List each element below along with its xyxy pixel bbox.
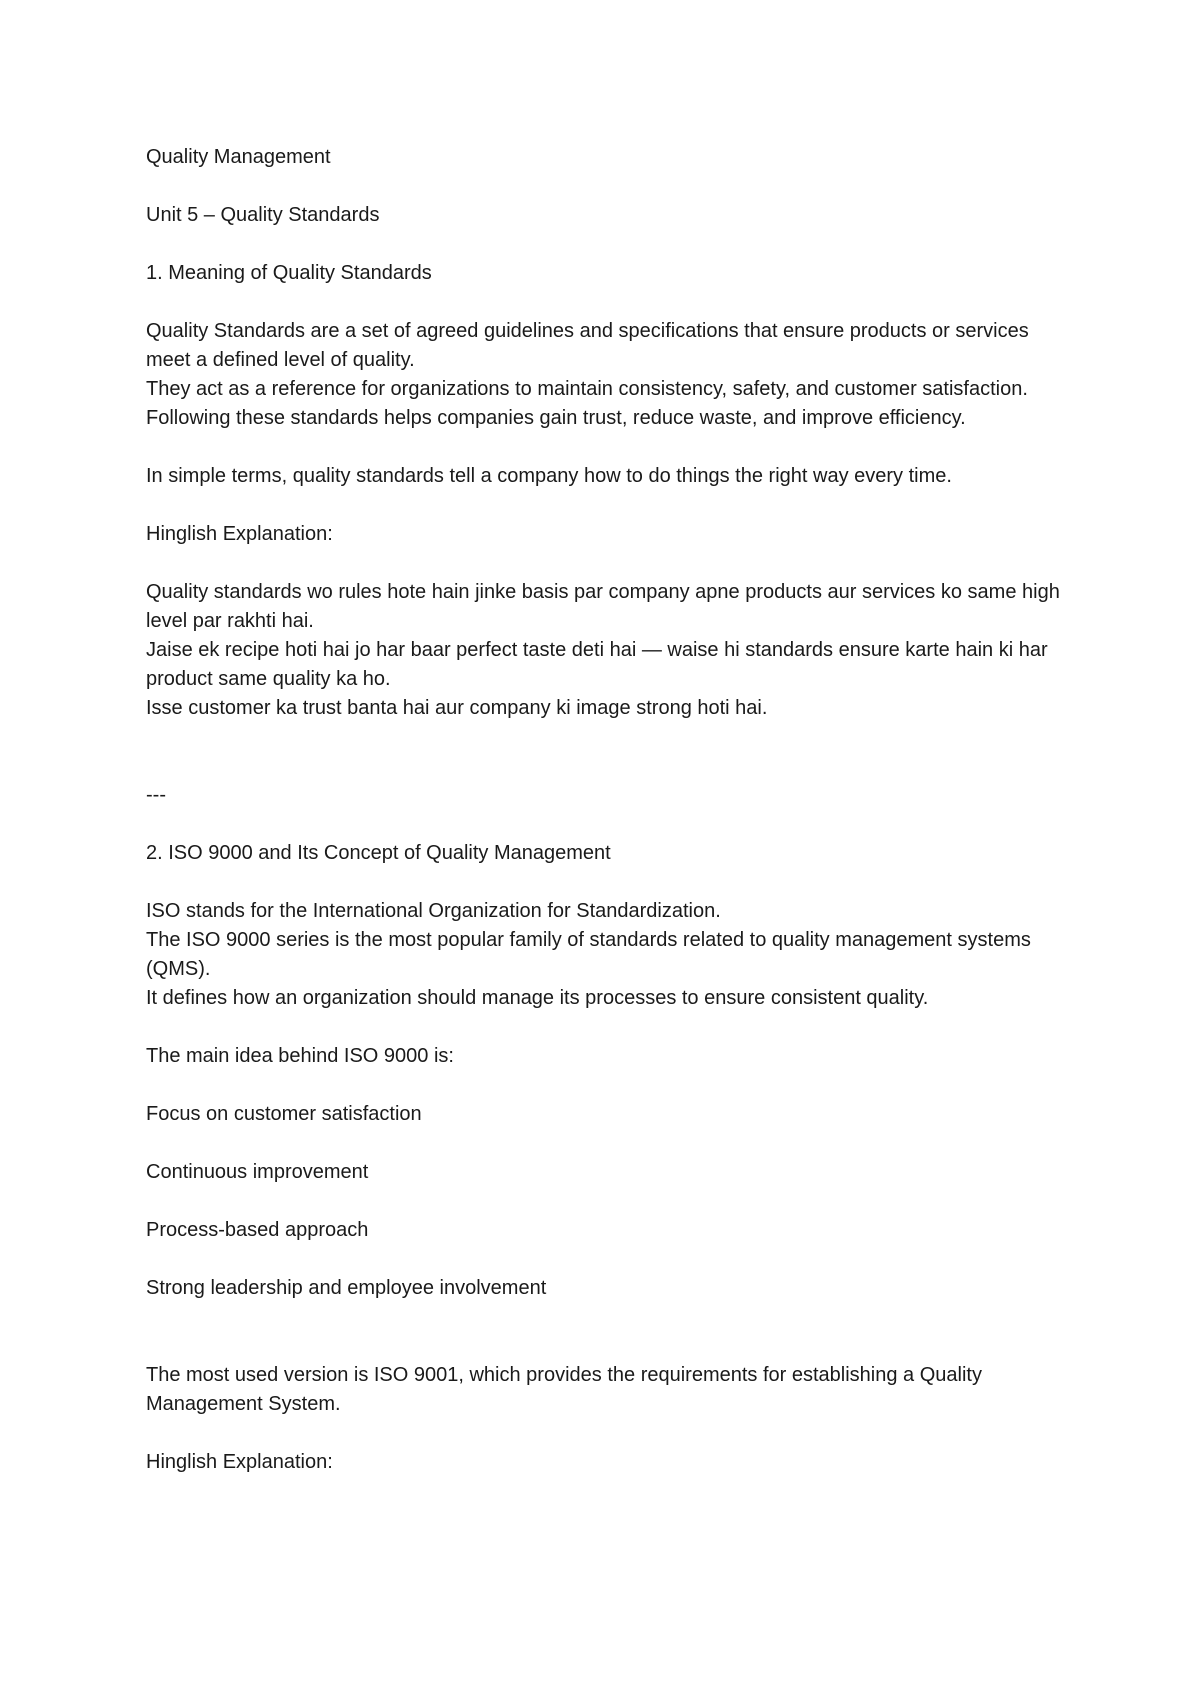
document-title: Quality Management <box>146 146 331 168</box>
hinglish-line-3: Isse customer ka trust banta hai aur company ki image strong hoti hai. <box>146 697 768 719</box>
section-1-hinglish-label: Hinglish Explanation: <box>146 523 333 545</box>
section-1-line-2: They act as a reference for organizations to maintain consistency, safety, and customer satisfaction. <box>146 378 1028 400</box>
section-2-line-1: ISO stands for the International Organization for Standardization. <box>146 900 721 922</box>
section-1-hinglish-paragraph <box>146 578 1076 723</box>
hinglish-line-2: Jaise ek recipe hoti hai jo har baar perfect taste deti hai — waise hi standards ensure karte hain ki har product same quality ka ho. <box>146 639 1048 690</box>
section-1-paragraph <box>146 317 1076 433</box>
section-2-iso9001-paragraph: The most used version is ISO 9001, which provides the requirements for establishing a Quality Management System. <box>146 1364 982 1415</box>
main-idea-label: The main idea behind ISO 9000 is: <box>146 1045 454 1067</box>
section-2-line-2: The ISO 9000 series is the most popular family of standards related to quality management systems (QMS). <box>146 929 1031 980</box>
main-idea-point-4: Strong leadership and employee involvement <box>146 1277 547 1299</box>
main-idea-point-1: Focus on customer satisfaction <box>146 1103 422 1125</box>
main-idea-point-2: Continuous improvement <box>146 1161 369 1183</box>
document-body <box>146 143 1076 1477</box>
section-2-paragraph <box>146 897 1076 1013</box>
section-2-line-3: It defines how an organization should manage its processes to ensure consistent quality. <box>146 987 929 1009</box>
section-1-heading: 1. Meaning of Quality Standards <box>146 262 432 284</box>
unit-heading: Unit 5 – Quality Standards <box>146 204 380 226</box>
section-separator: --- <box>146 784 166 806</box>
section-2-heading: 2. ISO 9000 and Its Concept of Quality Management <box>146 842 611 864</box>
section-1-summary: In simple terms, quality standards tell a company how to do things the right way every time. <box>146 465 952 487</box>
section-2-hinglish-label: Hinglish Explanation: <box>146 1451 333 1473</box>
main-idea-point-3: Process-based approach <box>146 1219 369 1241</box>
section-1-line-1: Quality Standards are a set of agreed guidelines and specifications that ensure products or services meet a defined level of quality. <box>146 320 1029 371</box>
hinglish-line-1: Quality standards wo rules hote hain jinke basis par company apne products aur services ko same high level par rakhti hai. <box>146 581 1060 632</box>
section-1-line-3: Following these standards helps companies gain trust, reduce waste, and improve efficiency. <box>146 407 966 429</box>
